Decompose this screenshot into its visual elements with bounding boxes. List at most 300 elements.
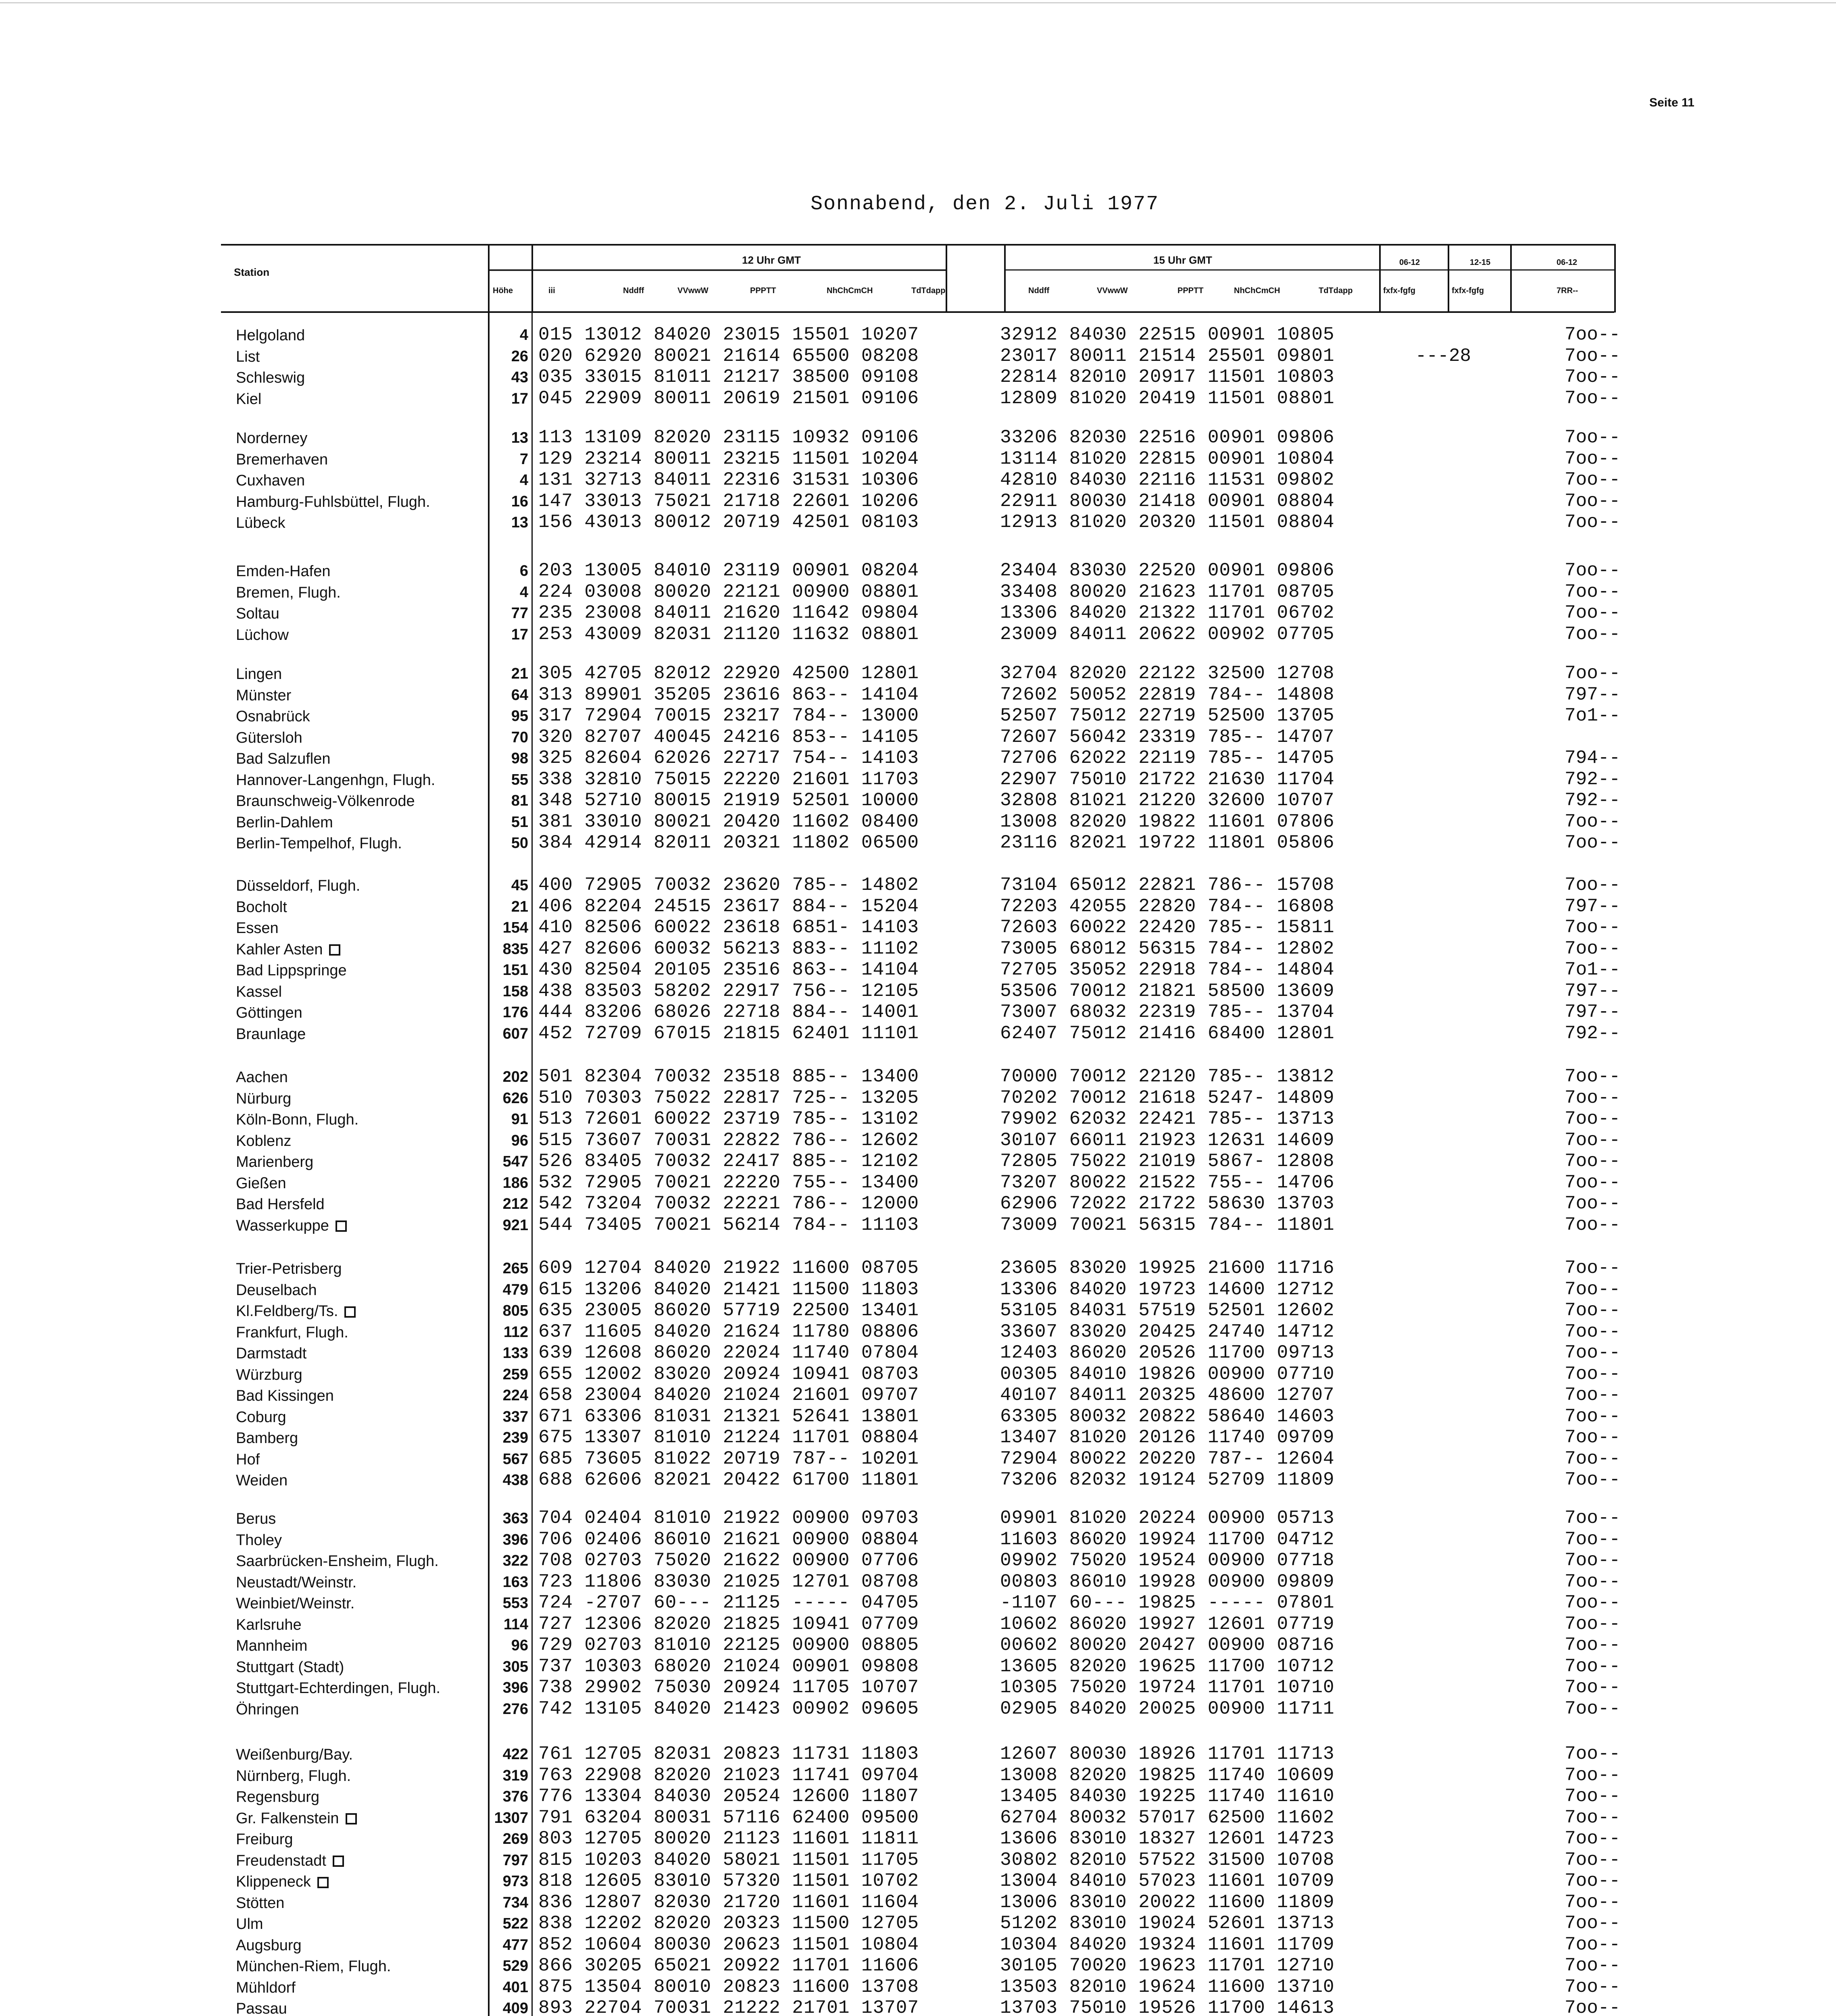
obs-12-cell: 235 23008 84011 21620 11642 09804 — [538, 602, 919, 623]
precip-cell: 797-- — [1565, 684, 1621, 705]
hoehe-cell: 114 — [503, 1616, 528, 1633]
precip-cell: 7oo-- — [1565, 1635, 1621, 1656]
station-cell — [236, 1152, 313, 1172]
precip-cell: 7oo-- — [1565, 1891, 1621, 1913]
precip-cell: 7oo-- — [1565, 1427, 1621, 1448]
precip-cell: 7oo-- — [1565, 875, 1621, 896]
station-cell — [236, 1531, 282, 1550]
station-cell — [236, 749, 331, 768]
obs-15-cell: 10304 84020 19324 11601 11709 — [1000, 1934, 1335, 1955]
obs-15-cell: 13114 81020 22815 00901 10804 — [1000, 448, 1335, 469]
header-sum-3: 06-12 — [1557, 258, 1578, 267]
precip-cell: 7oo-- — [1565, 1613, 1621, 1635]
obs-15-cell: 62704 80032 57017 62500 11602 — [1000, 1807, 1335, 1828]
precip-cell: 797-- — [1565, 896, 1621, 917]
station-cell — [236, 728, 302, 748]
obs-15-cell: 52507 75012 22719 52500 13705 — [1000, 705, 1335, 726]
precip-cell: 7oo-- — [1565, 1258, 1621, 1279]
station-name: Ulm — [236, 1916, 263, 1933]
obs-12-cell: 035 33015 81011 21217 38500 09108 — [538, 367, 919, 387]
precip-cell: 7oo-- — [1565, 1571, 1621, 1592]
station-name: Gütersloh — [236, 729, 302, 746]
obs-12-cell: 203 13005 84010 23119 00901 08204 — [538, 560, 919, 581]
obs-15-cell: 10305 75020 19724 11701 10710 — [1000, 1677, 1335, 1698]
obs-15-cell: 63305 80032 20822 58640 14603 — [1000, 1406, 1335, 1427]
station-name: Bad Salzuflen — [236, 750, 331, 767]
precip-cell: 7oo-- — [1565, 1342, 1621, 1363]
obs-15-cell: 23404 83030 22520 00901 09806 — [1000, 560, 1335, 581]
station-name: Gießen — [236, 1175, 286, 1192]
station-name: Marienberg — [236, 1154, 314, 1170]
station-name: Wasserkuppe — [236, 1217, 329, 1234]
hoehe-cell: 305 — [502, 1658, 528, 1675]
precip-cell: 7oo-- — [1565, 1214, 1621, 1235]
obs-12-cell: 156 43013 80012 20719 42501 08103 — [538, 512, 919, 533]
station-name: List — [236, 348, 260, 365]
obs-12-cell: 704 02404 81010 21922 00900 09703 — [538, 1508, 919, 1529]
station-name: Kahler Asten — [236, 941, 323, 958]
obs-15-cell: 72603 60022 22420 785-- 15811 — [1000, 917, 1335, 938]
station-cell — [236, 1978, 296, 1997]
station-name: Lingen — [236, 666, 282, 683]
precip-cell: 7oo-- — [1565, 1363, 1621, 1385]
precip-cell: 7oo-- — [1565, 1279, 1621, 1300]
station-name: Braunlage — [236, 1025, 306, 1043]
page-number: Seite 11 — [1649, 96, 1694, 109]
hoehe-cell: 477 — [502, 1936, 528, 1954]
precip-cell: 7oo-- — [1565, 1743, 1621, 1764]
station-name: Stuttgart (Stadt) — [236, 1658, 344, 1676]
station-cell — [236, 1700, 299, 1719]
hoehe-cell: 13 — [511, 429, 528, 446]
obs-12-cell: 763 22908 82020 21023 11741 09704 — [538, 1764, 919, 1786]
precip-cell: 7oo-- — [1565, 1913, 1621, 1934]
obs-12-cell: 513 72601 60022 23719 785-- 13102 — [538, 1108, 919, 1129]
obs-15-cell: 00803 86010 19928 00900 09809 — [1000, 1571, 1335, 1592]
obs-15-cell: 22911 80030 21418 00901 08804 — [1000, 490, 1335, 512]
obs-15-cell: 12913 81020 20320 11501 08804 — [1000, 512, 1335, 533]
hoehe-cell: 265 — [502, 1260, 528, 1277]
station-name: Öhringen — [236, 1701, 299, 1718]
precip-cell: 7oo-- — [1565, 1592, 1621, 1613]
station-cell — [236, 1131, 291, 1151]
obs-15-cell: 33408 80020 21623 11701 08705 — [1000, 581, 1335, 602]
station-name: Bremerhaven — [236, 451, 328, 468]
precip-cell: 7oo-- — [1565, 1934, 1621, 1955]
precip-cell: 7oo-- — [1565, 448, 1621, 469]
precip-cell: 7oo-- — [1565, 1406, 1621, 1427]
hoehe-cell: 6 — [519, 562, 528, 579]
station-name: Stötten — [236, 1894, 285, 1912]
station-name: Emden-Hafen — [236, 563, 331, 580]
obs-15-cell: 72706 62022 22119 785-- 14705 — [1000, 748, 1335, 768]
hoehe-cell: 186 — [502, 1174, 528, 1191]
obs-15-cell: 13008 82020 19822 11601 07806 — [1000, 811, 1335, 832]
station-name: Freudenstadt — [236, 1852, 326, 1869]
obs-15-cell: 33607 83020 20425 24740 14712 — [1000, 1321, 1335, 1342]
obs-12-cell: 688 62606 82021 20422 61700 11801 — [538, 1469, 919, 1490]
hoehe-cell: 567 — [502, 1450, 528, 1468]
station-cell — [236, 562, 330, 581]
station-cell — [236, 1573, 356, 1592]
station-name: Weinbiet/Weinstr. — [236, 1595, 355, 1612]
top-border-rule — [0, 2, 1836, 3]
obs-15-cell: 13605 82020 19625 11700 10712 — [1000, 1656, 1335, 1677]
station-cell — [236, 471, 305, 490]
obs-15-cell: 12403 86020 20526 11700 09713 — [1000, 1342, 1335, 1363]
obs-15-cell: 72904 80022 20220 787-- 12604 — [1000, 1448, 1335, 1469]
precip-cell: 7oo-- — [1565, 1129, 1621, 1151]
obs-12-cell: 384 42914 82011 20321 11802 06500 — [538, 832, 919, 853]
station-name: Klippeneck — [236, 1873, 311, 1890]
station-cell — [236, 513, 286, 533]
station-cell — [236, 1216, 347, 1235]
precip-cell: 7oo-- — [1565, 1529, 1621, 1550]
station-name: Aachen — [236, 1069, 288, 1086]
precip-cell: 7oo-- — [1565, 1321, 1621, 1342]
obs-15-cell: 00305 84010 19826 00900 07710 — [1000, 1363, 1335, 1385]
header-15-col-2: VVwwW — [1097, 286, 1128, 295]
hoehe-cell: 151 — [502, 962, 528, 979]
station-cell — [236, 686, 291, 705]
hoehe-cell: 158 — [502, 983, 528, 1000]
header-12-col-5: TdTdapp — [911, 286, 946, 295]
hoehe-cell: 422 — [502, 1746, 528, 1763]
obs-15-cell: 22814 82010 20917 11501 10803 — [1000, 367, 1335, 387]
obs-15-cell: 73007 68032 22319 785-- 13704 — [1000, 1002, 1335, 1023]
precip-cell: 7oo-- — [1565, 811, 1621, 832]
header-15-col-4: NhChCmCH — [1234, 286, 1280, 295]
precip-cell: 7oo-- — [1565, 490, 1621, 512]
hoehe-cell: 13 — [511, 514, 528, 531]
station-name: Coburg — [236, 1408, 286, 1426]
obs-15-cell: 70202 70012 21618 5247- 14809 — [1000, 1087, 1335, 1108]
station-name: Weiden — [236, 1472, 288, 1489]
obs-15-cell: 11603 86020 19924 11700 04712 — [1000, 1529, 1335, 1550]
obs-12-cell: 320 82707 40045 24216 853-- 14105 — [538, 726, 919, 748]
obs-12-cell: 724 -2707 60--- 21125 ----- 04705 — [538, 1592, 919, 1613]
station-cell — [236, 664, 282, 684]
station-cell — [236, 1068, 288, 1087]
hoehe-cell: 202 — [502, 1068, 528, 1085]
hoehe-cell: 81 — [511, 792, 528, 809]
hoehe-cell: 17 — [511, 626, 528, 643]
station-cell — [236, 604, 279, 623]
station-cell — [236, 492, 430, 512]
precip-cell: 7oo-- — [1565, 1300, 1621, 1321]
hoehe-cell: 529 — [502, 1958, 528, 1974]
station-cell — [236, 834, 402, 853]
obs-12-cell: 381 33010 80021 20420 11602 08400 — [538, 811, 919, 832]
obs-12-cell: 671 63306 81031 21321 52641 13801 — [538, 1406, 919, 1427]
station-cell — [236, 1594, 354, 1613]
hoehe-cell: 77 — [511, 605, 528, 622]
precip-cell: 7oo-- — [1565, 1066, 1621, 1087]
hoehe-cell: 607 — [502, 1025, 528, 1042]
obs-12-cell: 866 30205 65021 20922 11701 11606 — [538, 1955, 919, 1976]
obs-12-cell: 706 02406 86010 21621 00900 08804 — [538, 1529, 919, 1550]
station-name: Deuselbach — [236, 1281, 317, 1299]
hoehe-cell: 212 — [502, 1195, 528, 1212]
station-cell — [236, 1471, 288, 1490]
precip-cell: 7oo-- — [1565, 324, 1621, 345]
hoehe-cell: 319 — [502, 1767, 528, 1784]
precip-cell: 7oo-- — [1565, 602, 1621, 623]
obs-12-cell: 400 72905 70032 23620 785-- 14802 — [538, 875, 919, 896]
header-12-uhr-gmt: 12 Uhr GMT — [742, 254, 801, 266]
hoehe-cell: 96 — [511, 1132, 528, 1149]
station-cell — [236, 583, 341, 602]
empty-square-icon — [317, 1877, 329, 1888]
precip-cell: 7o1-- — [1565, 959, 1621, 980]
station-name: Hannover-Langenhgn, Flugh. — [236, 771, 436, 789]
obs-12-cell: 635 23005 86020 57719 22500 13401 — [538, 1300, 919, 1321]
station-cell — [236, 771, 435, 790]
hoehe-cell: 51 — [511, 813, 528, 831]
header-sum-1: 06-12 — [1399, 258, 1420, 267]
obs-12-cell: 803 12705 80020 21123 11601 11811 — [538, 1828, 919, 1849]
obs-12-cell: 515 73607 70031 22822 786-- 12602 — [538, 1129, 919, 1151]
hoehe-cell: 396 — [502, 1531, 528, 1548]
obs-15-cell: 73005 68012 56315 784-- 12802 — [1000, 938, 1335, 959]
obs-15-cell: 51202 83010 19024 52601 13713 — [1000, 1913, 1335, 1934]
obs-12-cell: 338 32810 75015 22220 21601 11703 — [538, 768, 919, 790]
station-cell — [236, 1429, 298, 1448]
obs-15-cell: 23605 83020 19925 21600 11716 — [1000, 1258, 1335, 1279]
obs-12-cell: 685 73605 81022 20719 787-- 10201 — [538, 1448, 919, 1469]
hoehe-cell: 98 — [511, 750, 528, 767]
obs-12-cell: 737 10303 68020 21024 00901 09808 — [538, 1656, 919, 1677]
station-name: Bamberg — [236, 1430, 298, 1447]
station-name: München-Riem, Flugh. — [236, 1958, 391, 1975]
station-cell — [236, 707, 310, 726]
hoehe-cell: 322 — [502, 1552, 528, 1569]
obs-15-cell: 13004 84010 57023 11601 10709 — [1000, 1870, 1335, 1891]
station-cell — [236, 1323, 348, 1342]
station-cell — [236, 1450, 260, 1469]
station-cell — [236, 918, 279, 938]
precip-cell: 7oo-- — [1565, 938, 1621, 959]
station-name: Bad Kissingen — [236, 1387, 334, 1404]
obs-12-cell: 761 12705 82031 20823 11731 11803 — [538, 1743, 919, 1764]
obs-15-cell: 72203 42055 22820 784-- 16808 — [1000, 896, 1335, 917]
station-name: Berlin-Tempelhof, Flugh. — [236, 835, 402, 852]
obs-15-cell: 72805 75022 21019 5867- 12808 — [1000, 1151, 1335, 1172]
station-name: Köln-Bonn, Flugh. — [236, 1111, 359, 1128]
precip-cell: 792-- — [1565, 768, 1621, 790]
hoehe-cell: 269 — [502, 1831, 528, 1847]
obs-12-cell: 131 32713 84011 22316 31531 10306 — [538, 469, 919, 490]
obs-15-cell: 32912 84030 22515 00901 10805 — [1000, 324, 1335, 345]
obs-12-cell: 526 83405 70032 22417 885-- 12102 — [538, 1151, 919, 1172]
obs-15-cell: 12607 80030 18926 11701 11713 — [1000, 1743, 1335, 1764]
obs-12-cell: 348 52710 80015 21919 52501 10000 — [538, 790, 919, 811]
obs-15-cell: 23116 82021 19722 11801 05806 — [1000, 832, 1335, 853]
station-name: Gr. Falkenstein — [236, 1810, 339, 1827]
station-name: Stuttgart-Echterdingen, Flugh. — [236, 1680, 440, 1697]
obs-15-cell: 79902 62032 22421 785-- 13713 — [1000, 1108, 1335, 1129]
station-name: Osnabrück — [236, 708, 310, 725]
obs-15-cell: 32704 82020 22122 32500 12708 — [1000, 663, 1335, 684]
station-name: Soltau — [236, 605, 279, 622]
obs-15-cell: 73207 80022 21522 755-- 14706 — [1000, 1172, 1335, 1193]
obs-12-cell: 224 03008 80020 22121 00900 08801 — [538, 581, 919, 602]
station-name: Norderney — [236, 430, 308, 447]
hoehe-cell: 626 — [502, 1089, 528, 1107]
obs-15-cell: 72705 35052 22918 784-- 14804 — [1000, 959, 1335, 980]
header-15-col-5: TdTdapp — [1319, 286, 1353, 295]
obs-12-cell: 313 89901 35205 23616 863-- 14104 — [538, 684, 919, 705]
station-name: Tholey — [236, 1531, 282, 1549]
hoehe-cell: 4 — [519, 472, 528, 489]
station-name: Bad Hersfeld — [236, 1196, 325, 1213]
obs-15-cell: 73009 70021 56315 784-- 11801 — [1000, 1214, 1335, 1235]
hoehe-cell: 522 — [502, 1915, 528, 1932]
obs-12-cell: 742 13105 84020 21423 00902 09605 — [538, 1698, 919, 1719]
precip-cell: 7oo-- — [1565, 1508, 1621, 1529]
station-name: Saarbrücken-Ensheim, Flugh. — [236, 1553, 439, 1570]
header-station: Station — [234, 266, 270, 278]
obs-12-cell: 639 12608 86020 22024 11740 07804 — [538, 1342, 919, 1363]
obs-12-cell: 729 02703 81010 22125 00900 08805 — [538, 1635, 919, 1656]
precip-cell: 7oo-- — [1565, 1108, 1621, 1129]
obs-15-cell: 10602 86020 19927 12601 07719 — [1000, 1613, 1335, 1635]
hoehe-cell: 921 — [502, 1216, 528, 1234]
hoehe-cell: 734 — [502, 1894, 528, 1911]
header-15-col-3: PPPTT — [1177, 286, 1204, 295]
station-cell — [236, 1552, 439, 1571]
precip-cell: 7oo-- — [1565, 1997, 1621, 2016]
station-name: Darmstadt — [236, 1345, 307, 1362]
precip-cell: 792-- — [1565, 790, 1621, 811]
station-cell — [236, 1766, 351, 1786]
hoehe-cell: 259 — [502, 1366, 528, 1383]
hoehe-cell: 376 — [502, 1788, 528, 1805]
obs-12-cell: 444 83206 68026 22718 884-- 14001 — [538, 1002, 919, 1023]
station-name: Freiburg — [236, 1831, 293, 1848]
header-sub-3: 7RR-- — [1557, 286, 1578, 295]
obs-12-cell: 852 10604 80030 20623 11501 10804 — [538, 1934, 919, 1955]
hoehe-cell: 16 — [511, 493, 528, 510]
header-hoehe: Höhe — [493, 286, 513, 295]
hoehe-cell: 95 — [511, 708, 528, 725]
station-name: Kl.Feldberg/Ts. — [236, 1303, 338, 1320]
station-name: Bocholt — [236, 898, 287, 916]
station-cell — [236, 1195, 325, 1214]
obs-12-cell: 776 13304 84030 20524 12600 11807 — [538, 1786, 919, 1807]
precip-cell: 7oo-- — [1565, 387, 1621, 409]
obs-12-cell: 113 13109 82020 23115 10932 09106 — [538, 427, 919, 448]
obs-12-cell: 501 82304 70032 23518 885-- 13400 — [538, 1066, 919, 1087]
hoehe-cell: 547 — [502, 1153, 528, 1170]
hoehe-cell: 4 — [519, 327, 528, 344]
station-name: Essen — [236, 920, 279, 937]
obs-15-cell: 33206 82030 22516 00901 09806 — [1000, 427, 1335, 448]
obs-15-cell: 53105 84031 57519 52501 12602 — [1000, 1300, 1335, 1321]
station-cell — [236, 1174, 286, 1193]
station-cell — [236, 982, 282, 1002]
station-cell — [236, 898, 287, 917]
hoehe-cell: 438 — [502, 1472, 528, 1489]
station-name: Augsburg — [236, 1937, 302, 1954]
precip-cell: 7oo-- — [1565, 1193, 1621, 1214]
obs-12-cell: 532 72905 70021 22220 755-- 13400 — [538, 1172, 919, 1193]
station-name: Berlin-Dahlem — [236, 814, 333, 831]
precip-cell: 7oo-- — [1565, 1448, 1621, 1469]
station-cell — [236, 1003, 302, 1023]
hoehe-cell: 805 — [502, 1302, 528, 1319]
obs-12-cell: 147 33013 75021 21718 22601 10206 — [538, 490, 919, 512]
obs-12-cell: 020 62920 80021 21614 65500 08208 — [538, 345, 919, 367]
station-cell — [236, 1872, 329, 1891]
gust-06-12-cell: ---28 — [1415, 345, 1471, 367]
hoehe-cell: 112 — [503, 1323, 528, 1341]
station-cell — [236, 1830, 293, 1849]
hoehe-cell: 4 — [519, 583, 528, 601]
obs-15-cell: 13503 82010 19624 11600 13710 — [1000, 1976, 1335, 1997]
obs-15-cell: 72607 56042 23319 785-- 14707 — [1000, 726, 1335, 748]
obs-12-cell: 838 12202 82020 20323 11500 12705 — [538, 1913, 919, 1934]
obs-15-cell: 09902 75020 19524 00900 07718 — [1000, 1550, 1335, 1571]
empty-square-icon — [346, 1813, 357, 1824]
hoehe-cell: 797 — [502, 1851, 528, 1869]
header-sub-1: fxfx-fgfg — [1383, 286, 1415, 295]
hoehe-cell: 224 — [502, 1387, 528, 1404]
obs-12-cell: 655 12002 83020 20924 10941 08703 — [538, 1363, 919, 1385]
obs-15-cell: 62407 75012 21416 68400 12801 — [1000, 1023, 1335, 1044]
precip-cell: 7oo-- — [1565, 917, 1621, 938]
header-12-col-3: PPPTT — [750, 286, 776, 295]
hoehe-cell: 45 — [511, 877, 528, 894]
precip-cell: 792-- — [1565, 1023, 1621, 1044]
station-cell — [236, 1302, 356, 1321]
obs-12-cell: 675 13307 81010 21224 11701 08804 — [538, 1427, 919, 1448]
hoehe-cell: 26 — [511, 348, 528, 365]
precip-cell: 7oo-- — [1565, 1087, 1621, 1108]
obs-15-cell: 13407 81020 20126 11740 09709 — [1000, 1427, 1335, 1448]
obs-12-cell: 427 82606 60032 56213 883-- 11102 — [538, 938, 919, 959]
hoehe-cell: 154 — [502, 919, 528, 936]
obs-15-cell: 72602 50052 22819 784-- 14808 — [1000, 684, 1335, 705]
hoehe-cell: 55 — [511, 771, 528, 788]
station-name: Mannheim — [236, 1637, 308, 1654]
station-cell — [236, 326, 305, 345]
hoehe-cell: 363 — [502, 1510, 528, 1527]
precip-cell: 7oo-- — [1565, 1786, 1621, 1807]
obs-15-cell: 23017 80011 21514 25501 09801 — [1000, 345, 1335, 367]
station-name: Schleswig — [236, 369, 305, 386]
obs-15-cell: 13008 82020 19825 11740 10609 — [1000, 1764, 1335, 1786]
station-cell — [236, 1679, 440, 1698]
station-cell — [236, 1787, 319, 1807]
station-cell — [236, 813, 333, 832]
station-cell — [236, 1658, 344, 1677]
station-cell — [236, 389, 261, 409]
station-cell — [236, 625, 289, 645]
empty-square-icon — [344, 1306, 356, 1318]
station-cell — [236, 1936, 302, 1955]
station-cell — [236, 1615, 302, 1635]
obs-12-cell: 609 12704 84020 21922 11600 08705 — [538, 1258, 919, 1279]
hoehe-cell: 163 — [502, 1573, 528, 1591]
station-cell — [236, 1509, 276, 1529]
hoehe-cell: 96 — [511, 1637, 528, 1654]
station-name: Trier-Petrisberg — [236, 1260, 342, 1277]
station-cell — [236, 940, 340, 959]
obs-12-cell: 510 70303 75022 22817 725-- 13205 — [538, 1087, 919, 1108]
obs-15-cell: 13606 83010 18327 12601 14723 — [1000, 1828, 1335, 1849]
station-name: Braunschweig-Völkenrode — [236, 793, 415, 810]
